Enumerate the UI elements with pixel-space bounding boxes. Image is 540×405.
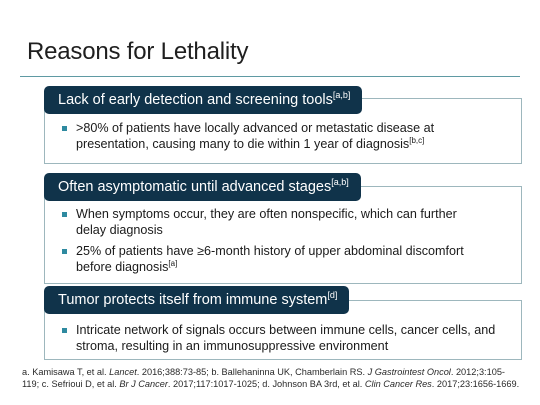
bullet-text: Intricate network of signals occurs between immune cells, cancer cells, and stroma, resulting in an immunosuppressive environment [76,323,496,353]
section-heading-asymptomatic [44,173,361,201]
bullet-list-immune [62,322,502,359]
section-heading-citation: [d] [327,290,338,300]
list-item [62,322,502,354]
bullet-list-asymptomatic [62,206,482,280]
list-item [62,120,502,152]
section-heading-text: Lack of early detection and screening tools [58,92,333,108]
section-heading-detection [44,86,362,114]
bullet-citation: [a] [168,259,178,268]
references [22,367,522,390]
section-heading-text: Tumor protects itself from immune system [58,292,328,308]
reference-text: . 2017;23:1656-1669. [431,378,520,389]
section-heading-text: Often asymptomatic until advanced stages [58,179,332,195]
bullet-text: When symptoms occur, they are often nonspecific, which can further delay diagnosis [76,207,457,237]
section-heading-citation: [a,b] [332,90,351,100]
list-item [62,243,482,275]
reference-journal: Lancet [109,367,137,377]
title-divider [20,76,520,77]
reference-text: . 2017;117:1017-1025; d. Johnson BA 3rd, et al. [167,378,365,389]
bullet-text: 25% of patients have ≥6-month history of upper abdominal discomfort before diagnosis [76,244,464,274]
section-heading-citation: [a,b] [331,177,349,187]
reference-journal: Br J Cancer [119,378,168,389]
section-heading-immune [44,286,349,314]
list-item [62,206,482,238]
reference-text: . 2016;388:73-85; b. Ballehaninna UK, Chamberlain RS. [136,367,368,377]
reference-text: a. Kamisawa T, et al. [22,367,110,377]
bullet-citation: [b,c] [409,136,425,145]
reference-text: . 2012;3:105-119; c. Sefrioui D, et al. [22,367,505,389]
reference-journal: Clin Cancer Res [364,378,432,389]
reference-journal: J Gastrointest Oncol [367,367,451,377]
slide-title: Reasons for Lethality [27,38,249,65]
bullet-text: >80% of patients have locally advanced or metastatic disease at presentation, causing many to die within 1 year of diagnosis [76,121,435,151]
bullet-list-detection [62,120,502,157]
